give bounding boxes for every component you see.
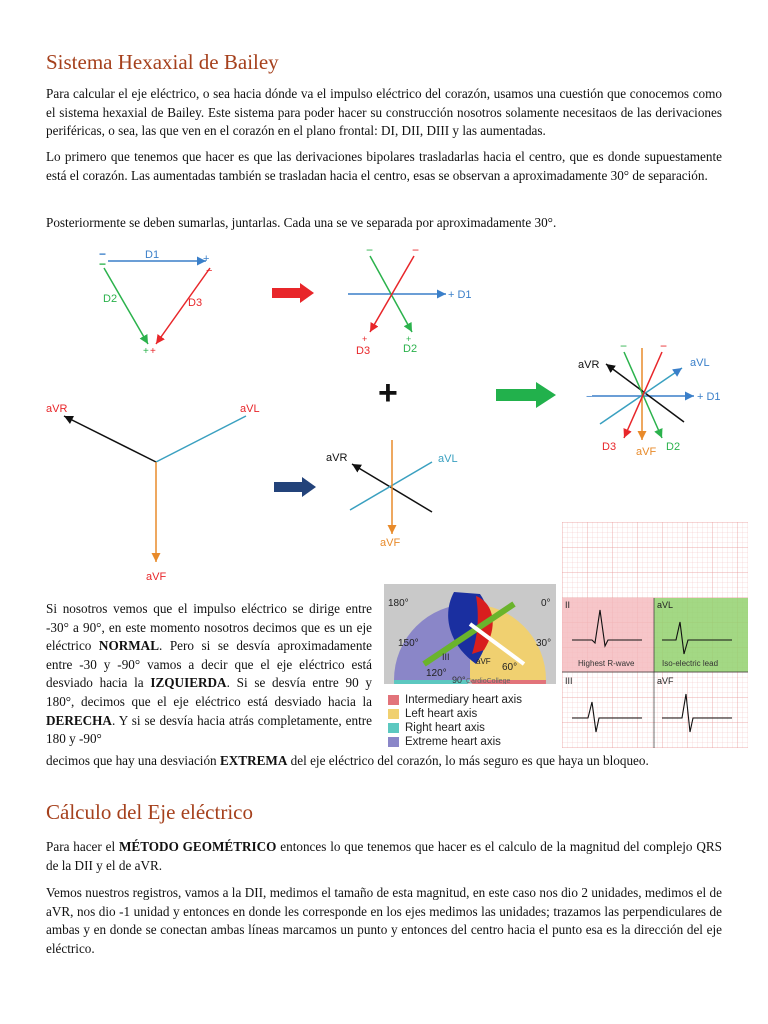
label-d1: D1 xyxy=(145,249,160,261)
svg-text:−: − xyxy=(586,391,593,403)
big-plus-sign: + xyxy=(378,374,398,412)
svg-text:aVF: aVF xyxy=(657,676,674,686)
svg-text:aVL: aVL xyxy=(657,600,674,610)
paragraph-intro: Para calcular el eje eléctrico, o sea hacia dónde va el impulso eléctrico del corazón, usamos una cuestión que conocemos como el sistema hexaxial de Bailey. Este sistema para poder hacer su construcción nosotros solamente necesitaos de las derivaciones periféricas, o sea, las que ven en el corazón en el plano frontal: DI, DII, DIII y las aumentadas. xyxy=(46,86,722,139)
svg-text:aVL: aVL xyxy=(690,357,710,369)
svg-text:III: III xyxy=(442,652,450,662)
svg-text:III: III xyxy=(565,676,573,686)
axis-legend xyxy=(384,693,556,749)
svg-text:+ D1: + D1 xyxy=(697,391,721,403)
svg-text:60°: 60° xyxy=(502,662,518,673)
svg-text:−: − xyxy=(206,265,213,277)
svg-text:−: − xyxy=(660,339,668,353)
svg-text:+: + xyxy=(143,346,149,357)
hexaxial-system xyxy=(578,339,721,458)
bipolar-leads-centered xyxy=(348,243,472,357)
red-arrow-icon xyxy=(272,283,314,303)
svg-text:+: + xyxy=(150,346,156,357)
label-avr: aVR xyxy=(46,403,68,415)
svg-text:aVF: aVF xyxy=(380,537,401,549)
legend-item: Extreme heart axis xyxy=(388,735,556,749)
section-title-calculo: Cálculo del Eje eléctrico xyxy=(46,800,253,824)
heart-axis-figure xyxy=(384,584,556,752)
svg-text:+ D1: + D1 xyxy=(448,289,472,301)
svg-text:Highest R-wave: Highest R-wave xyxy=(578,659,635,668)
svg-text:+: + xyxy=(362,334,368,344)
svg-text:D3: D3 xyxy=(602,441,617,453)
svg-text:90°: 90° xyxy=(452,675,466,684)
svg-text:−: − xyxy=(620,339,628,353)
svg-text:aVF: aVF xyxy=(146,571,167,583)
svg-text:aVF: aVF xyxy=(636,446,657,458)
augmented-leads-y xyxy=(46,403,260,583)
svg-text:+: + xyxy=(406,334,412,344)
paragraph-desviaciones: Si nosotros vemos que el impulso eléctrico se dirige entre -30° a 90°, en este momento nosotros decimos que es un eje eléctrico NORMAL. Pero si se desvía aproximadamente entre -30 y -90° vamos a decir que el eje eléctrico está desviado hacia la IZQUIERDA. Si se desvía entre 90 y 180°, decimos que el eje eléctrico está desviado hacia la DERECHA. Y si se desvía hacia atrás completamente, entre 180 y -90° xyxy=(46,601,373,747)
paragraph-sumar: Posteriormente se deben sumarlas, juntarlas. Cada una se ve separada por aproximadamente 30°. xyxy=(46,215,557,230)
einthoven-triangle xyxy=(99,247,212,357)
paragraph-extrema: decimos que hay una desviación EXTREMA del eje eléctrico del corazón, lo más seguro es que haya un bloqueo. xyxy=(46,753,649,768)
svg-text:D3: D3 xyxy=(356,345,371,357)
section-title-hexaxial: Sistema Hexaxial de Bailey xyxy=(46,50,279,74)
legend-item: Intermediary heart axis xyxy=(388,693,556,707)
paragraph-registros: Vemos nuestros registros, vamos a la DII, medimos el tamaño de esta magnitud, en este caso nos dio 2 unidades, medimos el de aVR, nos dio -1 unidad y entonces en donde les corresponde en los ejes medimos las unidades; trazamos las perpendiculares de ambas y en donde se conectan ambas líneas marcamos un punto y entonces del centro hacia el punto esa es la dirección del eje eléctrico. xyxy=(46,885,722,956)
svg-text:II: II xyxy=(565,600,571,610)
svg-text:CardioCollege: CardioCollege xyxy=(466,678,511,684)
svg-text:aVL: aVL xyxy=(438,453,458,465)
svg-text:−: − xyxy=(412,243,420,257)
svg-text:−: − xyxy=(366,243,374,257)
svg-text:−: − xyxy=(99,247,107,261)
svg-text:aVL: aVL xyxy=(240,403,260,415)
augmented-leads-centered xyxy=(326,440,458,549)
ecg-leads-panel xyxy=(562,522,748,748)
label-d3: D3 xyxy=(188,297,203,309)
svg-text:120°: 120° xyxy=(426,668,447,679)
svg-text:150°: 150° xyxy=(398,638,419,649)
navy-arrow-icon xyxy=(274,477,316,497)
legend-item: Left heart axis xyxy=(388,707,556,721)
svg-text:D2: D2 xyxy=(403,343,418,355)
paragraph-traslado: Lo primero que tenemos que hacer es que las derivaciones bipolares trasladarlas hacia el centro, que es donde supuestamente está el corazón. Las aumentadas también se trasladan hacia el centro, esas se observan a aproximadamente 30° de separación. xyxy=(46,149,722,183)
legend-item: Right heart axis xyxy=(388,721,556,735)
svg-text:−: − xyxy=(99,257,107,271)
svg-text:0°: 0° xyxy=(541,598,551,609)
label-d2: D2 xyxy=(103,293,118,305)
svg-text:aVF: aVF xyxy=(476,657,491,666)
svg-text:D2: D2 xyxy=(666,441,681,453)
svg-text:30°: 30° xyxy=(536,638,552,649)
svg-text:Iso-electric lead: Iso-electric lead xyxy=(662,659,719,668)
paragraph-metodo: Para hacer el MÉTODO GEOMÉTRICO entonces lo que tenemos que hacer es el calculo de la magnitud del complejo QRS de la DII y el de aVR. xyxy=(46,839,722,873)
svg-text:aVR: aVR xyxy=(578,359,600,371)
svg-text:aVR: aVR xyxy=(326,452,348,464)
svg-text:+: + xyxy=(203,253,210,265)
svg-text:180°: 180° xyxy=(388,598,409,609)
green-arrow-icon xyxy=(496,382,556,408)
